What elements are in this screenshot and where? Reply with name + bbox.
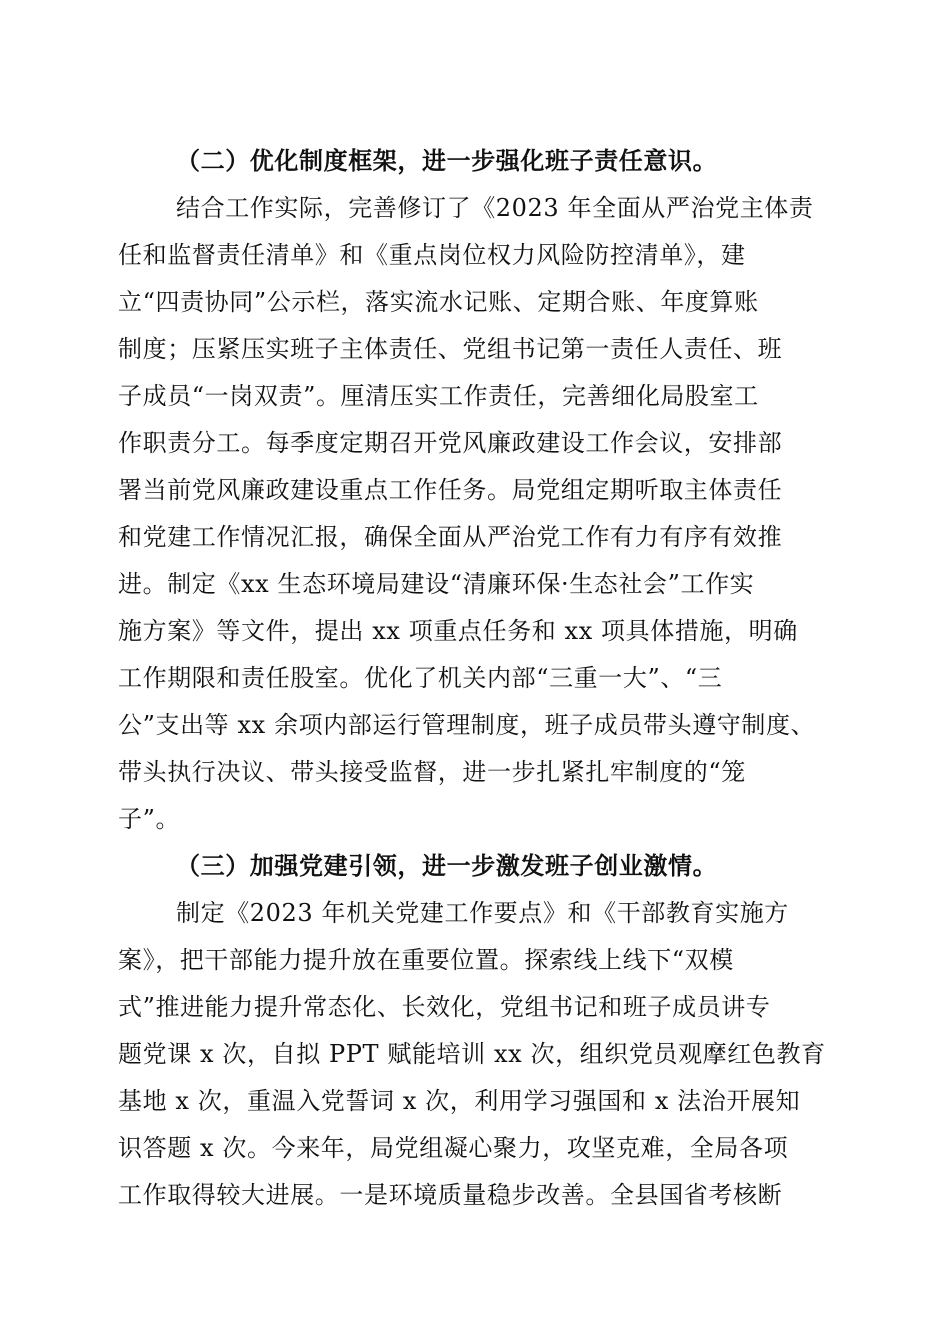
paragraph-line: 带头执行决议、带头接受监督，进一步扎紧扎牢制度的“笼 xyxy=(118,758,746,786)
paragraph-line: 结合工作实际，完善修订了《2023 年全面从严治党主体责 xyxy=(176,194,814,222)
section-heading: （二）优化制度框架，进一步强化班子责任意识。 xyxy=(176,146,718,175)
section-heading: （三）加强党建引领，进一步激发班子创业激情。 xyxy=(176,851,718,880)
paragraph-line: 公”支出等 xx 余项内部运行管理制度，班子成员带头遵守制度、 xyxy=(118,711,816,739)
paragraph-line: 署当前党风廉政建设重点工作任务。局党组定期听取主体责任 xyxy=(118,476,783,504)
paragraph-line: 基地 x 次，重温入党誓词 x 次，利用学习强国和 x 法治开展知 xyxy=(118,1087,801,1115)
paragraph-line: 题党课 x 次，自拟 PPT 赋能培训 xx 次，组织党员观摩红色教育 xyxy=(118,1040,826,1068)
paragraph-line: 制定《2023 年机关党建工作要点》和《干部教育实施方 xyxy=(176,899,789,927)
paragraph-line: 识答题 x 次。今来年，局党组凝心聚力，攻坚克难，全局各项 xyxy=(118,1134,789,1162)
paragraph-line: 施方案》等文件，提出 xx 项重点任务和 xx 项具体措施，明确 xyxy=(118,617,798,645)
paragraph-line: 式”推进能力提升常态化、长效化，党组书记和班子成员讲专 xyxy=(118,993,771,1021)
paragraph-line: 进。制定《xx 生态环境局建设“清廉环保·生态社会”工作实 xyxy=(118,570,755,598)
paragraph-line: 子成员“一岗双责”。厘清压实工作责任，完善细化局股室工 xyxy=(118,382,759,410)
paragraph-line: 和党建工作情况汇报，确保全面从严治党工作有力有序有效推 xyxy=(118,523,783,551)
paragraph-line: 工作期限和责任股室。优化了机关内部“三重一大”、“三 xyxy=(118,664,723,692)
paragraph-line: 工作取得较大进展。一是环境质量稳步改善。全县国省考核断 xyxy=(118,1181,783,1209)
paragraph-line: 案》，把干部能力提升放在重要位置。探索线上线下“双模 xyxy=(118,946,734,974)
paragraph-line: 任和监督责任清单》和《重点岗位权力风险防控清单》，建 xyxy=(118,241,746,269)
paragraph-line: 子”。 xyxy=(118,805,181,833)
paragraph-line: 作职责分工。每季度定期召开党风廉政建设工作会议，安排部 xyxy=(118,429,783,457)
paragraph-line: 制度；压紧压实班子主体责任、党组书记第一责任人责任、班 xyxy=(118,335,783,363)
paragraph-line: 立“四责协同”公示栏，落实流水记账、定期合账、年度算账 xyxy=(118,288,759,316)
